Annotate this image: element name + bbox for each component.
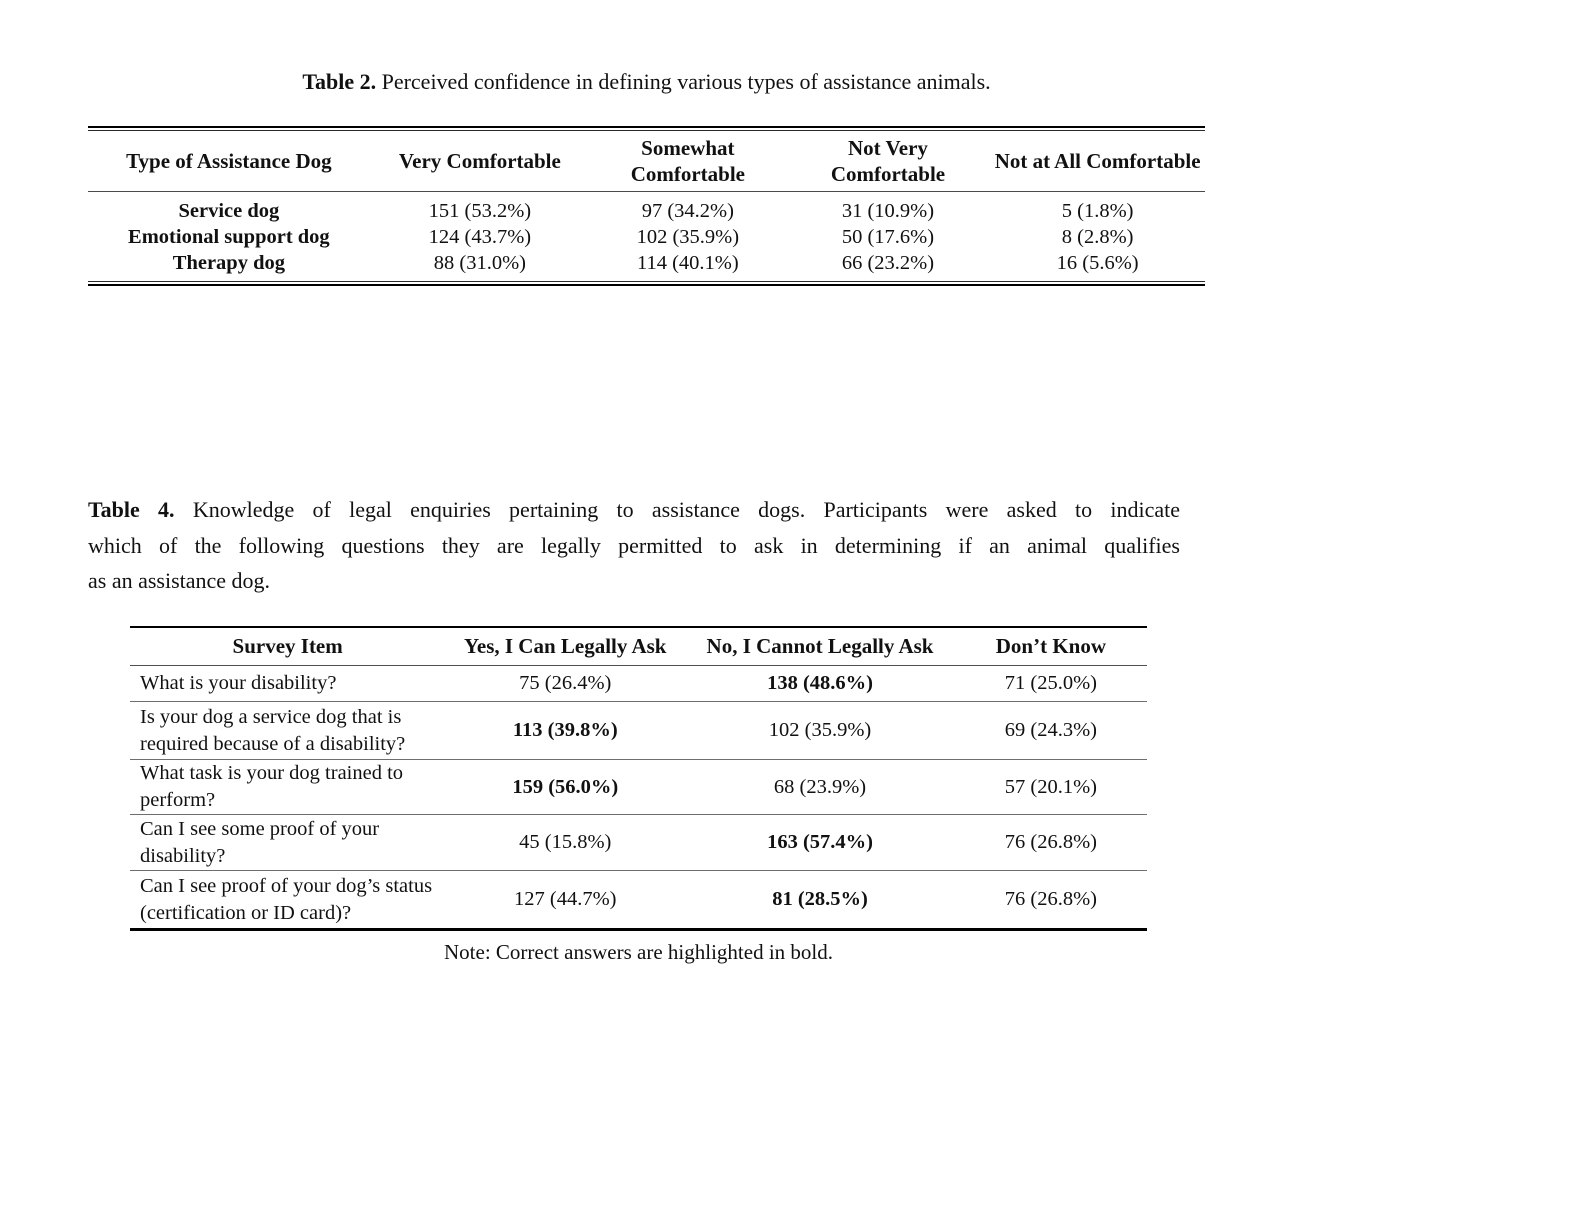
table-row (130, 760, 1147, 815)
table2-caption-label: Table 2. (302, 69, 377, 94)
table-cell: 57 (20.1%) (955, 760, 1147, 815)
table4-caption-line: which of the following questions they are legally permitted to ask in determining if an animal qualifies (88, 532, 1180, 558)
table-row (88, 250, 1205, 281)
table-cell: 66 (23.2%) (841, 251, 935, 274)
table-row (130, 702, 1147, 760)
table2-caption-text: Perceived confidence in defining various types of assistance animals. (381, 69, 991, 94)
table-cell-correct: 81 (28.5%) (772, 888, 868, 910)
table-cell-correct: 113 (39.8%) (445, 702, 685, 760)
table-cell: 124 (43.7%) (428, 225, 532, 248)
table4-bottom-rule (130, 928, 1147, 931)
table2-header-row (88, 131, 1205, 192)
table-cell: 97 (34.2%) (641, 199, 734, 222)
table-row (130, 871, 1147, 929)
table-cell: 31 (10.9%) (841, 199, 935, 222)
table-cell: 69 (24.3%) (955, 702, 1147, 760)
table-cell-correct: 138 (48.6%) (685, 666, 955, 702)
table2-bottom-rule (88, 281, 1205, 286)
table4-caption (88, 492, 1180, 599)
table4 (130, 626, 1147, 931)
table-cell: 102 (35.9%) (636, 225, 740, 248)
column-header: Very Comfortable (370, 131, 590, 192)
table-cell: 16 (5.6%) (1056, 251, 1139, 274)
row-label: Therapy dog (172, 251, 285, 274)
table-cell: 151 (53.2%) (428, 199, 532, 222)
table2 (88, 126, 1205, 286)
table-row (130, 815, 1147, 871)
table-cell: 76 (26.8%) (1004, 888, 1097, 910)
table-cell: 8 (2.8%) (1061, 225, 1134, 248)
table-cell: 71 (25.0%) (955, 666, 1147, 702)
table-cell: 102 (35.9%) (685, 702, 955, 760)
table-cell-correct: 163 (57.4%) (685, 815, 955, 871)
table4-caption-label: Table 4. (88, 497, 175, 522)
table-cell: 76 (26.8%) (955, 815, 1147, 871)
column-header: Not Very Comfortable (786, 131, 991, 192)
table-cell: 114 (40.1%) (636, 251, 739, 274)
table-cell: 68 (23.9%) (685, 760, 955, 815)
column-header: Type of Assistance Dog (88, 131, 370, 192)
table-cell: 75 (26.4%) (445, 666, 685, 702)
table-cell: 127 (44.7%) (514, 888, 617, 910)
table-cell: 45 (15.8%) (445, 815, 685, 871)
survey-item: Can I see proof of your dog’s status (certification or ID card)? (140, 874, 433, 924)
table-cell: 88 (31.0%) (433, 251, 526, 274)
table4-note: Note: Correct answers are highlighted in bold. (444, 940, 833, 964)
table-row (88, 192, 1205, 225)
column-header: Don’t Know (955, 628, 1147, 666)
column-header: Survey Item (130, 628, 445, 666)
table-row (88, 224, 1205, 250)
table4-caption-line (88, 492, 1180, 528)
table-cell: 5 (1.8%) (1061, 199, 1134, 222)
table4-caption-line: as an assistance dog. (88, 568, 271, 593)
column-header: No, I Cannot Legally Ask (685, 628, 955, 666)
row-label: Service dog (178, 199, 280, 222)
column-header: Yes, I Can Legally Ask (445, 628, 685, 666)
column-header: Not at All Comfortable (990, 131, 1205, 192)
table4-header-row (130, 628, 1147, 666)
survey-item: What task is your dog trained to perform? (130, 760, 445, 815)
table-cell-correct: 159 (56.0%) (445, 760, 685, 815)
row-label: Emotional support dog (128, 225, 330, 248)
table-cell: 50 (17.6%) (841, 225, 935, 248)
table4-caption-text: Knowledge of legal enquiries pertaining to assistance dogs. Participants were asked to indicate (192, 497, 1180, 522)
survey-item: Is your dog a service dog that is required because of a disability? (130, 702, 445, 760)
column-header: Somewhat Comfortable (590, 131, 786, 192)
survey-item: What is your disability? (130, 666, 445, 702)
table2-caption (88, 68, 1205, 96)
survey-item: Can I see some proof of your disability? (130, 815, 445, 871)
table-row (130, 666, 1147, 702)
